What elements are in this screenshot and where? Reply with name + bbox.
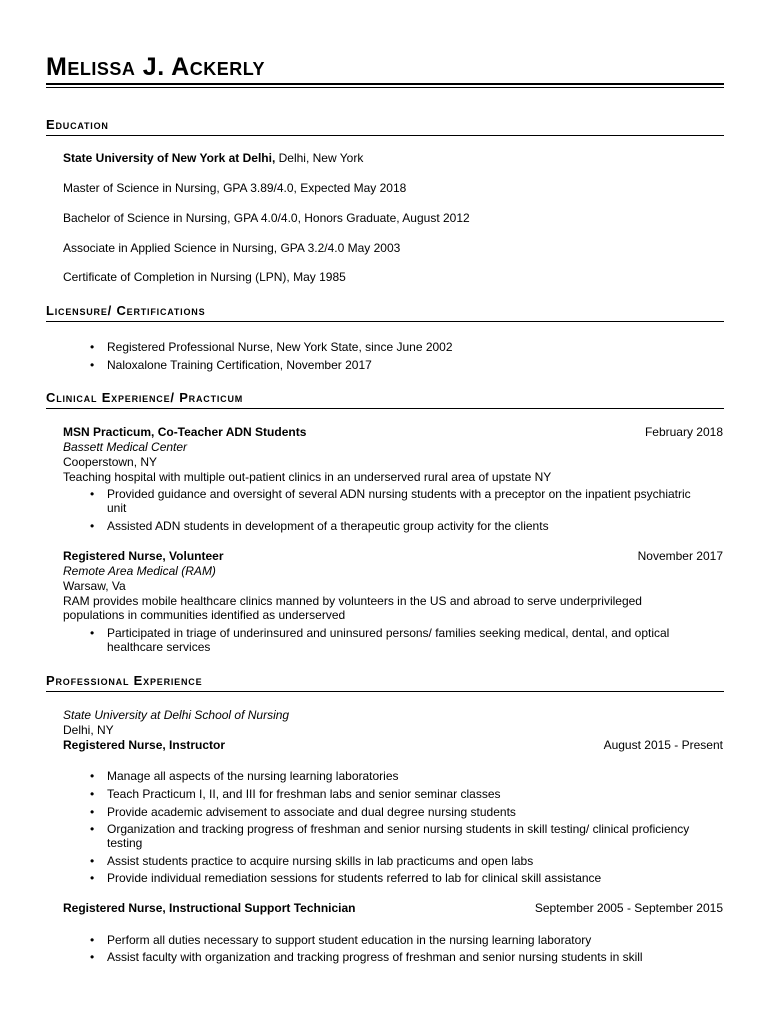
name-divider-thin bbox=[46, 87, 724, 88]
name-divider-thick bbox=[46, 83, 724, 85]
degree-item: Bachelor of Science in Nursing, GPA 4.0/4.0, Honors Graduate, August 2012 bbox=[63, 211, 470, 225]
clinical-heading: Clinical Experience/ Practicum bbox=[46, 390, 244, 405]
candidate-name: Melissa J. Ackerly bbox=[46, 53, 266, 81]
bullet-icon: • bbox=[90, 787, 95, 801]
bullet-icon: • bbox=[90, 822, 95, 836]
job-location: Warsaw, Va bbox=[63, 579, 126, 593]
bullet-icon: • bbox=[90, 519, 95, 533]
job-description: Teaching hospital with multiple out-patient clinics in an underserved rural area of upstate NY bbox=[63, 470, 552, 484]
bullet-icon: • bbox=[90, 933, 95, 947]
job-org: Bassett Medical Center bbox=[63, 440, 188, 454]
school-line bbox=[63, 151, 363, 166]
bullet-icon: • bbox=[90, 805, 95, 819]
job-org: Remote Area Medical (RAM) bbox=[63, 564, 216, 578]
list-item-continuation: testing bbox=[107, 836, 143, 850]
bullet-icon: • bbox=[90, 950, 95, 964]
bullet-icon: • bbox=[90, 871, 95, 885]
bullet-icon: • bbox=[90, 769, 95, 783]
job-location: Cooperstown, NY bbox=[63, 455, 158, 469]
job-title: MSN Practicum, Co-Teacher ADN Students bbox=[63, 425, 307, 439]
resume-page: Melissa J. Ackerly Education State University of New York at Delhi, Delhi, New York Master of Science in Nursing, GPA 3.89/4.0, Expected May 2018 Bachelor of Science in Nursing, GPA 4.0/4.0, Honors Graduate, August 2012 Associate in Applied Science in Nursing, GPA 3.2/4.0 May 2003 Certificate of Completion in Nursing (LPN), May 1985 Licensure/ Certifications • Registered Professional Nurse, New York State, since June 2002 • Naloxalone Training Certification, November 2017 Clinical Experience/ Practicum MSN Practicum, Co-Teacher ADN Students February 2018 Bassett Medical Center Cooperstown, NY Teaching hospital with multiple out-patient clinics in an underserved rural area of upstate NY • Provided guidance and oversight of several ADN nursing students with a preceptor on the inpatient psychiatric unit • Assisted ADN students in development of a therapeutic group activity for the clients Registered Nurse, Volunteer November 2017 Remote Area Medical (RAM) Warsaw, Va RAM provides mobile healthcare clinics manned by volunteers in the US and abroad to serve underprivileged populations in communities identified as underserved • Participated in triage of underinsured and uninsured persons/ families seeking medical, dental, and optical healthcare services Professional Experience State University at Delhi School of Nursing Delhi, NY Registered Nurse, Instructor August 2015 - Present • Manage all aspects of the nursing learning laboratories • Teach Practicum I, II, and III for freshman labs and senior seminar classes • Provide academic advisement to associate and dual degree nursing students • Organization and tracking progress of freshman and senior nursing students in skill testing/ clinical proficiency testing • Assist students practice to acquire nursing skills in lab practicums and open labs • Provide individual remediation sessions for students referred to lab for clinical skill assistance Registered Nurse, Instructional Support Technician September 2005 - September 2015 • Perform all duties necessary to support student education in the nursing learning laboratory • Assist faculty with organization and tracking progress of freshman and senior nursing students in skill bbox=[0, 0, 768, 1024]
licensure-divider bbox=[46, 321, 724, 322]
bullet-icon: • bbox=[90, 487, 95, 501]
job-description: RAM provides mobile healthcare clinics manned by volunteers in the US and abroad to serve underprivileged bbox=[63, 594, 642, 608]
degree-item: Certificate of Completion in Nursing (LPN), May 1985 bbox=[63, 270, 346, 284]
job-description: populations in communities identified as underserved bbox=[63, 608, 346, 622]
list-item-continuation: unit bbox=[107, 501, 127, 515]
bullet-icon: • bbox=[90, 340, 95, 354]
education-heading: Education bbox=[46, 117, 109, 132]
job-title: Registered Nurse, Volunteer bbox=[63, 549, 224, 563]
bullet-icon: • bbox=[90, 358, 95, 372]
education-divider bbox=[46, 135, 724, 136]
professional-heading: Professional Experience bbox=[46, 673, 203, 688]
degree-item: Associate in Applied Science in Nursing, GPA 3.2/4.0 May 2003 bbox=[63, 241, 401, 255]
clinical-divider bbox=[46, 408, 724, 409]
list-item-continuation: healthcare services bbox=[107, 640, 211, 654]
job-org: State University at Delhi School of Nursing bbox=[63, 708, 290, 722]
job-date: February 2018 bbox=[644, 425, 723, 439]
job-title: Registered Nurse, Instructor bbox=[63, 738, 226, 752]
bullet-icon: • bbox=[90, 626, 95, 640]
job-date: November 2017 bbox=[637, 549, 723, 563]
job-date: September 2005 - September 2015 bbox=[534, 901, 723, 915]
school-name: State University of New York at Delhi, bbox=[63, 151, 276, 165]
school-location: Delhi, New York bbox=[275, 151, 364, 165]
job-date: August 2015 - Present bbox=[603, 738, 723, 752]
job-location: Delhi, NY bbox=[63, 723, 114, 737]
professional-divider bbox=[46, 691, 724, 692]
licensure-heading: Licensure/ Certifications bbox=[46, 303, 206, 318]
degree-item: Master of Science in Nursing, GPA 3.89/4.0, Expected May 2018 bbox=[63, 181, 407, 195]
bullet-icon: • bbox=[90, 854, 95, 868]
job-title: Registered Nurse, Instructional Support Technician bbox=[63, 901, 356, 915]
